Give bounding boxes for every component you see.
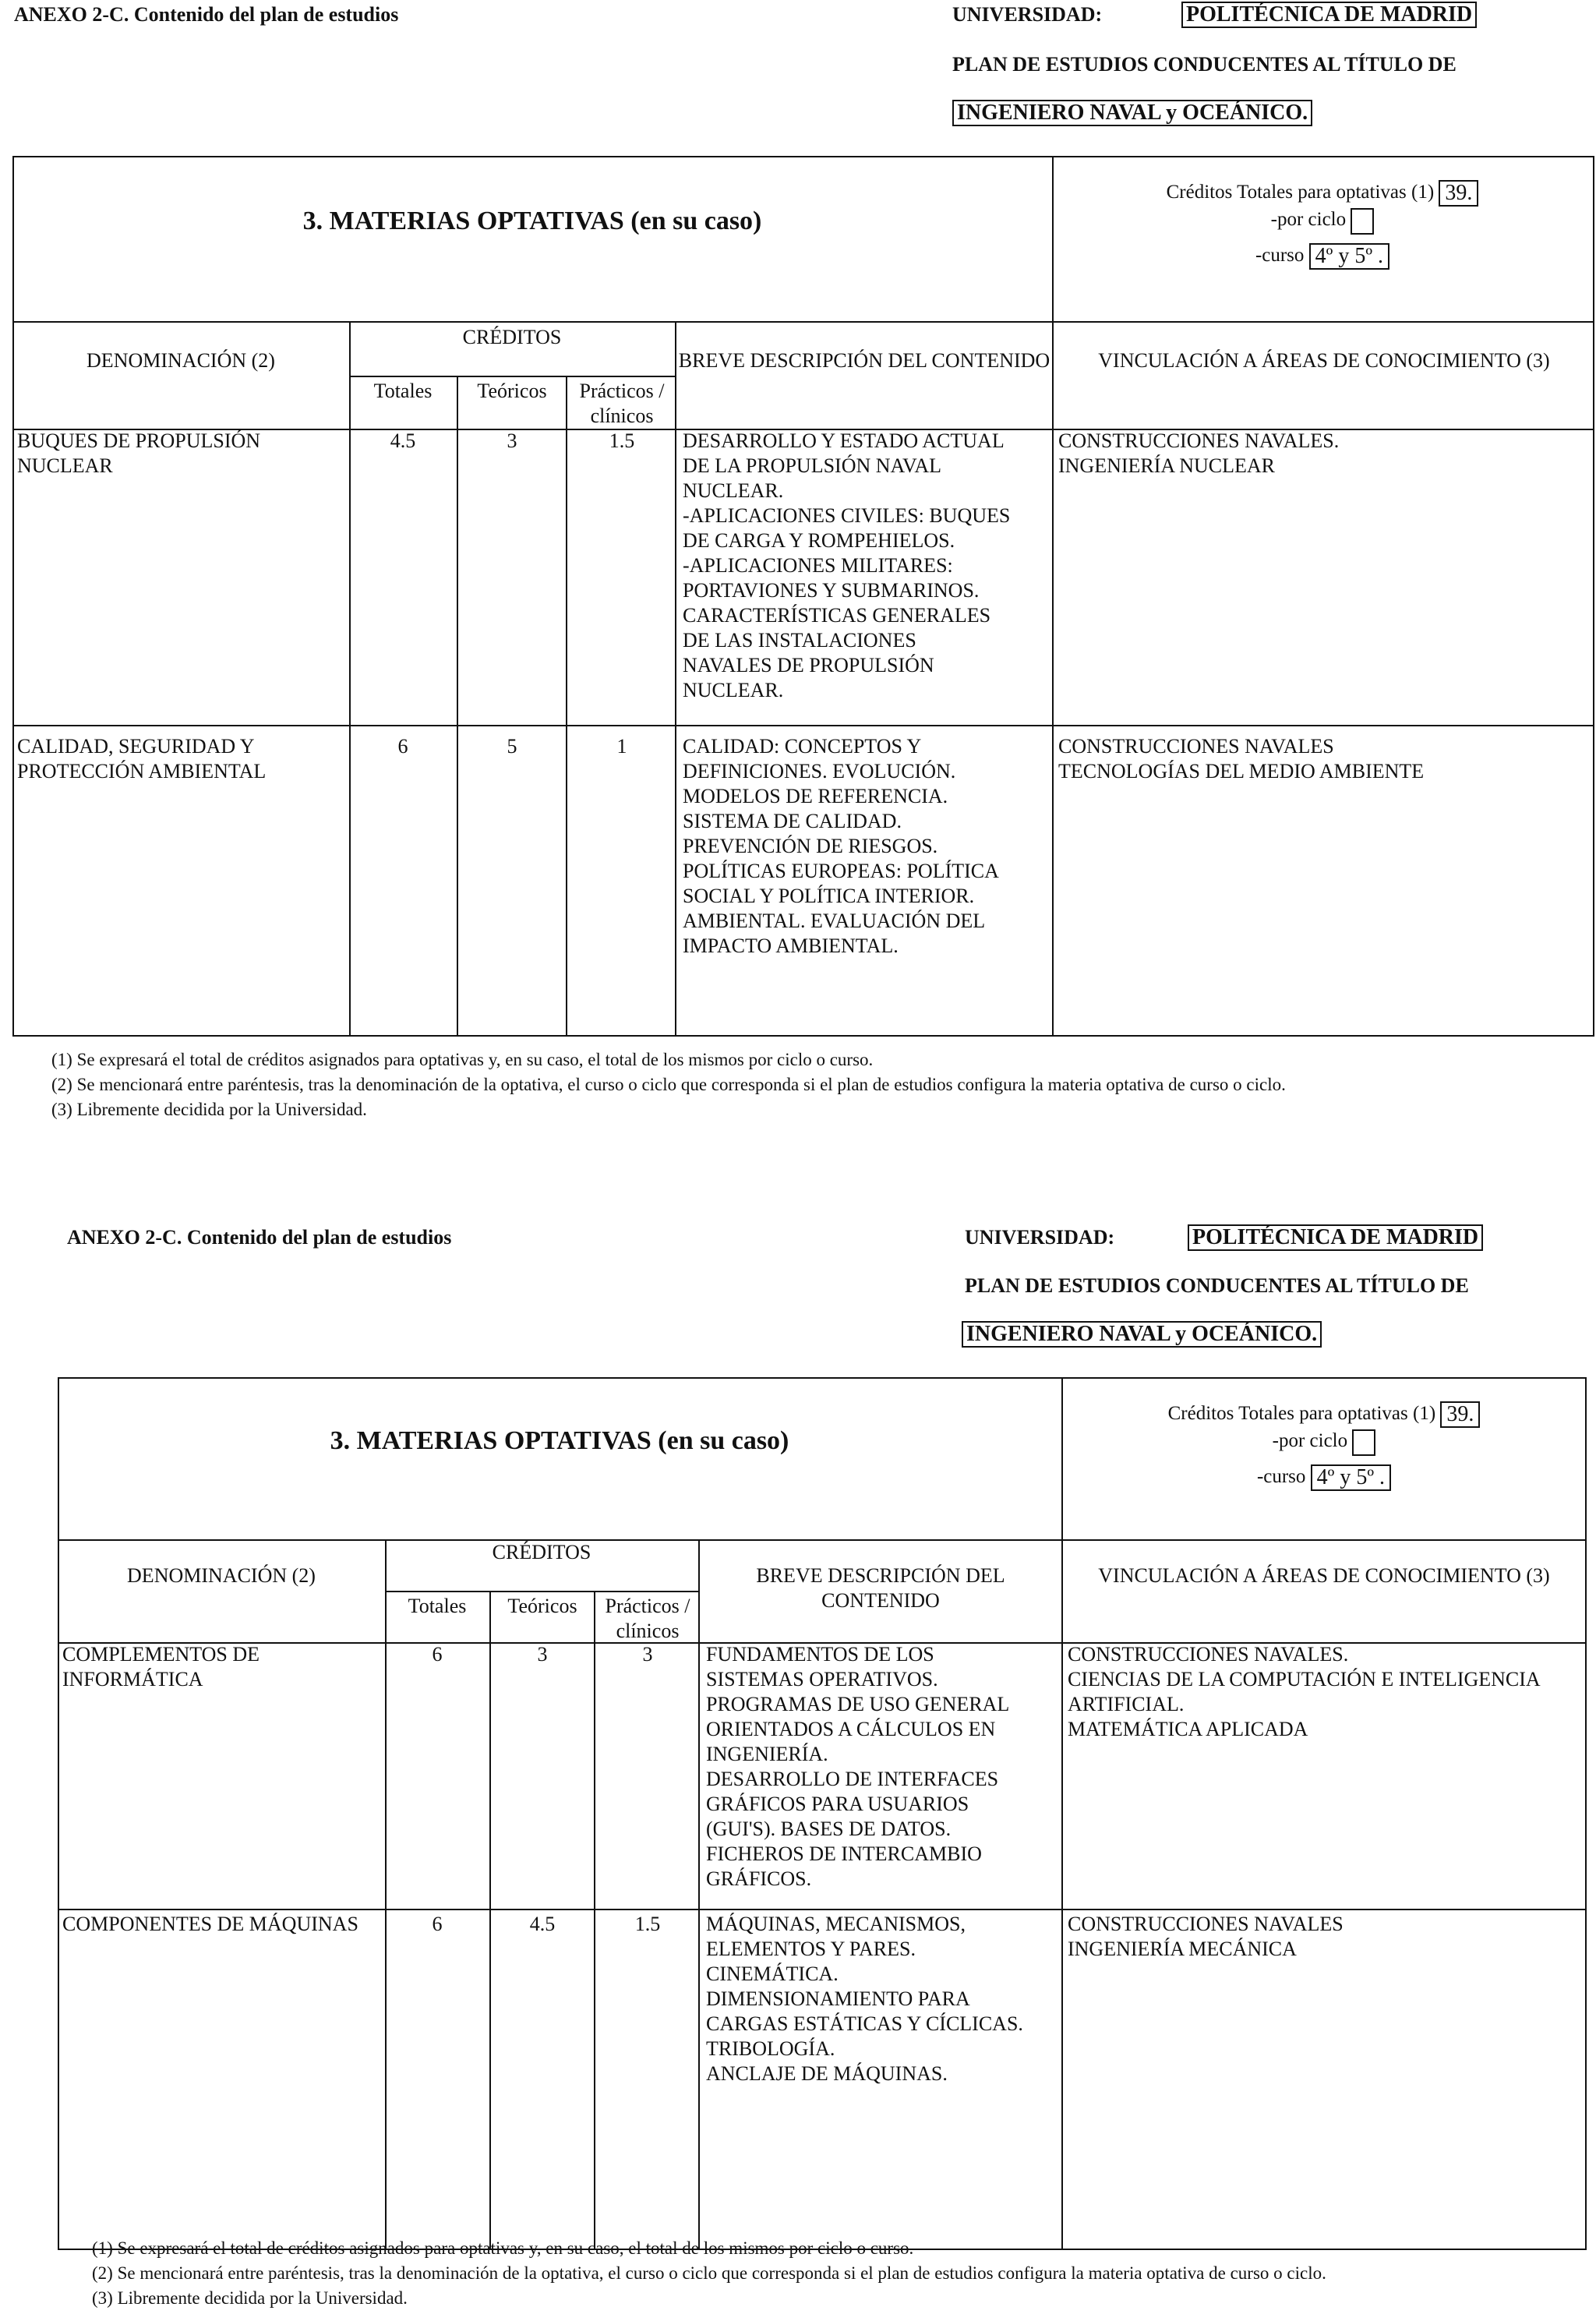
row-practicos: 1.5 xyxy=(609,429,635,452)
footnote: (1) Se expresará el total de créditos asignados para optativas y, en su caso, el total de los mismos por ciclo o curso. xyxy=(92,2238,914,2258)
col-descripcion: BREVE DESCRIPCIÓN DEL CONTENIDO xyxy=(756,1564,1005,1612)
divider xyxy=(385,1591,700,1592)
divider xyxy=(1061,1377,1063,2250)
row-totales: 6 xyxy=(397,735,408,758)
row-teoricos: 4.5 xyxy=(529,1913,556,1935)
divider xyxy=(566,376,567,1037)
divider xyxy=(58,1909,1587,1910)
row-practicos: 1 xyxy=(616,735,627,758)
row-vinculacion: CONSTRUCCIONES NAVALES. INGENIERÍA NUCLEAR xyxy=(1058,429,1340,477)
plan-label: PLAN DE ESTUDIOS CONDUCENTES AL TÍTULO DE xyxy=(952,53,1457,76)
section-title: 3. MATERIAS OPTATIVAS (en su caso) xyxy=(302,207,762,235)
footnote: (3) Libremente decidida por la Universidad. xyxy=(51,1100,367,1119)
divider xyxy=(58,1539,1587,1541)
row-descripcion: MÁQUINAS, MECANISMOS, ELEMENTOS Y PARES. CINEMÁTICA. DIMENSIONAMIENTO PARA CARGAS ESTÁTICAS Y CÍCLICAS. TRIBOLOGÍA. ANCLAJE DE MÁQUINAS. xyxy=(706,1913,1023,2085)
document-page-2 xyxy=(0,1157,1596,2314)
col-practicos: Prácticos / clínicos xyxy=(579,380,665,427)
curso-label: -curso xyxy=(1255,244,1305,266)
credits-info xyxy=(1054,179,1591,270)
row-name: BUQUES DE PROPULSIÓN NUCLEAR xyxy=(17,429,261,477)
col-totales: Totales xyxy=(408,1595,467,1617)
row-totales: 6 xyxy=(432,1643,443,1666)
row-name: CALIDAD, SEGURIDAD Y PROTECCIÓN AMBIENTAL xyxy=(17,735,267,783)
universidad-label: UNIVERSIDAD: xyxy=(952,3,1103,26)
ciclo-label: -por ciclo xyxy=(1272,1430,1348,1452)
col-vinculacion: VINCULACIÓN A ÁREAS DE CONOCIMIENTO (3) xyxy=(1098,1564,1550,1587)
credits-total-label: Créditos Totales para optativas (1) xyxy=(1166,182,1435,203)
row-totales: 6 xyxy=(432,1913,443,1935)
row-practicos: 1.5 xyxy=(634,1913,661,1935)
footnote: (2) Se mencionará entre paréntesis, tras la denominación de la optativa, el curso o ciclo que corresponda si el plan de estudios configura la materia optativa de curso o ciclo. xyxy=(51,1075,1286,1094)
curso-value: 4º y 5º . xyxy=(1309,243,1389,270)
col-teoricos: Teóricos xyxy=(507,1595,577,1617)
curso-label: -curso xyxy=(1256,1465,1306,1487)
col-practicos: Prácticos / clínicos xyxy=(605,1595,690,1642)
divider xyxy=(12,725,1594,726)
row-teoricos: 3 xyxy=(537,1643,548,1666)
row-vinculacion: CONSTRUCCIONES NAVALES TECNOLOGÍAS DEL MEDIO AMBIENTE xyxy=(1058,735,1425,783)
divider xyxy=(12,321,1594,323)
row-name: COMPONENTES DE MÁQUINAS xyxy=(62,1913,358,1935)
divider xyxy=(457,376,458,1037)
footnote: (2) Se mencionará entre paréntesis, tras la denominación de la optativa, el curso o ciclo que corresponda si el plan de estudios configura la materia optativa de curso o ciclo. xyxy=(92,2263,1326,2283)
row-practicos: 3 xyxy=(642,1643,653,1666)
credits-total-label: Créditos Totales para optativas (1) xyxy=(1167,1403,1436,1424)
section-title: 3. MATERIAS OPTATIVAS (en su caso) xyxy=(330,1426,789,1455)
titulo-value: INGENIERO NAVAL y OCEÁNICO. xyxy=(952,100,1312,126)
col-totales: Totales xyxy=(373,380,433,402)
ciclo-value xyxy=(1352,1429,1375,1456)
credits-info xyxy=(1063,1401,1585,1491)
annex-title: ANEXO 2-C. Contenido del plan de estudios xyxy=(14,3,399,26)
row-descripcion: DESARROLLO Y ESTADO ACTUAL DE LA PROPULSIÓN NAVAL NUCLEAR. -APLICACIONES CIVILES: BUQUES DE CARGA Y ROMPEHIELOS. -APLICACIONES MILITARES: PORTAVIONES Y SUBMARINOS. CARACTERÍSTICAS GENERALES DE LAS INSTALACIONES NAVALES DE PROPULSIÓN NUCLEAR. xyxy=(683,429,1011,701)
row-vinculacion: CONSTRUCCIONES NAVALES INGENIERÍA MECÁNICA xyxy=(1068,1913,1344,1960)
credits-total-value: 39. xyxy=(1439,180,1478,207)
footnotes xyxy=(92,2236,1580,2311)
row-descripcion: CALIDAD: CONCEPTOS Y DEFINICIONES. EVOLUCIÓN. MODELOS DE REFERENCIA. SISTEMA DE CALIDAD. PREVENCIÓN DE RIESGOS. POLÍTICAS EUROPEAS: POLÍTICA SOCIAL Y POLÍTICA INTERIOR. AMBIENTAL. EVALUACIÓN DEL IMPACTO AMBIENTAL. xyxy=(683,735,999,957)
footnote: (1) Se expresará el total de créditos asignados para optativas y, en su caso, el total de los mismos por ciclo o curso. xyxy=(51,1050,874,1069)
row-totales: 4.5 xyxy=(390,429,416,452)
footnote: (3) Libremente decidida por la Universidad. xyxy=(92,2288,408,2308)
universidad-value: POLITÉCNICA DE MADRID xyxy=(1181,2,1477,28)
col-creditos: CRÉDITOS xyxy=(492,1541,591,1563)
curso-value: 4º y 5º . xyxy=(1311,1464,1391,1491)
titulo-value: INGENIERO NAVAL y OCEÁNICO. xyxy=(962,1321,1322,1348)
row-name: COMPLEMENTOS DE INFORMÁTICA xyxy=(62,1643,260,1690)
row-vinculacion: CONSTRUCCIONES NAVALES. CIENCIAS DE LA COMPUTACIÓN E INTELIGENCIA ARTIFICIAL. MATEMÁTICA APLICADA xyxy=(1068,1643,1541,1740)
col-teoricos: Teóricos xyxy=(477,380,547,402)
ciclo-label: -por ciclo xyxy=(1270,209,1347,231)
universidad-label: UNIVERSIDAD: xyxy=(965,1226,1115,1249)
plan-label: PLAN DE ESTUDIOS CONDUCENTES AL TÍTULO DE xyxy=(965,1274,1469,1297)
footnotes xyxy=(51,1047,1587,1122)
col-denominacion: DENOMINACIÓN (2) xyxy=(87,349,275,372)
divider xyxy=(1052,156,1054,1037)
annex-title: ANEXO 2-C. Contenido del plan de estudios xyxy=(67,1226,452,1249)
col-creditos: CRÉDITOS xyxy=(462,326,562,348)
universidad-value: POLITÉCNICA DE MADRID xyxy=(1188,1224,1483,1251)
row-teoricos: 5 xyxy=(507,735,517,758)
col-vinculacion: VINCULACIÓN A ÁREAS DE CONOCIMIENTO (3) xyxy=(1098,349,1550,372)
divider xyxy=(349,376,676,377)
credits-total-value: 39. xyxy=(1440,1401,1480,1428)
col-descripcion: BREVE DESCRIPCIÓN DEL CONTENIDO xyxy=(678,349,1050,372)
row-teoricos: 3 xyxy=(507,429,517,452)
row-descripcion: FUNDAMENTOS DE LOS SISTEMAS OPERATIVOS. PROGRAMAS DE USO GENERAL ORIENTADOS A CÁLCULOS EN INGENIERÍA. DESARROLLO DE INTERFACES GRÁFICOS PARA USUARIOS (GUI'S). BASES DE DATOS. FICHEROS DE INTERCAMBIO GRÁFICOS. xyxy=(706,1643,1010,1890)
col-denominacion: DENOMINACIÓN (2) xyxy=(127,1564,316,1587)
ciclo-value xyxy=(1351,208,1374,235)
